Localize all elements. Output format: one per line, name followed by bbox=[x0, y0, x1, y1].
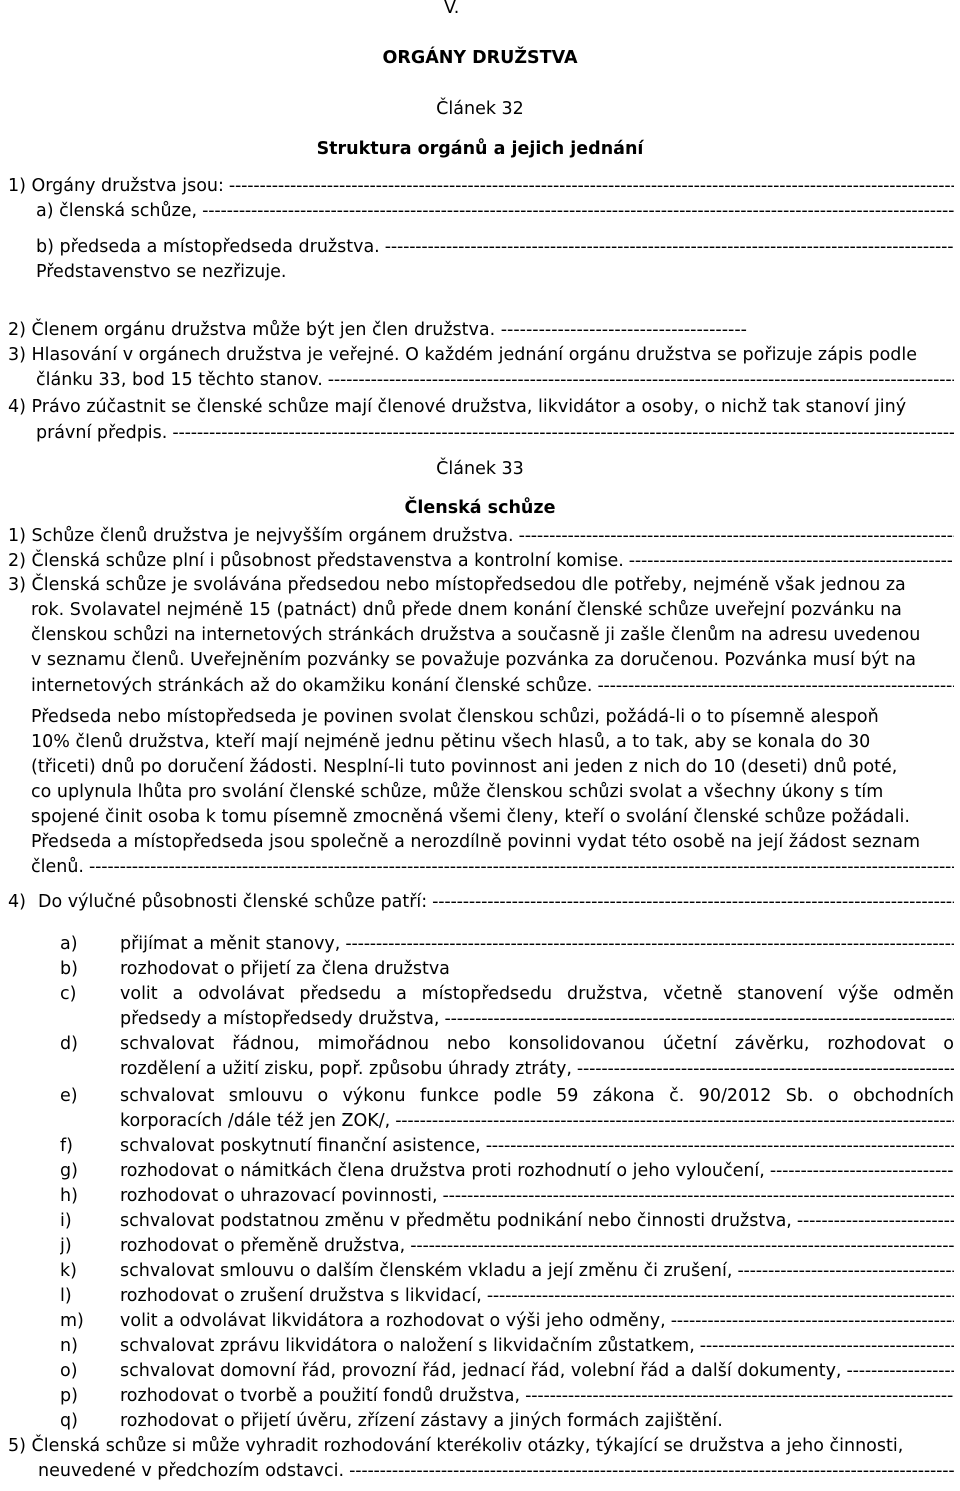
list-item-label: q) bbox=[60, 1411, 78, 1431]
art32-p4-line2 bbox=[36, 421, 954, 446]
list-item-text bbox=[120, 1057, 954, 1082]
art32-p1a bbox=[36, 199, 954, 224]
list-item-line: volit a odvolávat likvidátora a rozhodovat o výši jeho odměny, bbox=[120, 1311, 666, 1331]
art33-p4-intro-text: Do výlučné působnosti členské schůze patří: bbox=[38, 892, 428, 912]
list-item-label: o) bbox=[60, 1361, 78, 1381]
art32-p4-line2-text: právní předpis. bbox=[36, 423, 168, 443]
list-item-line: schvalovat podstatnou změnu v předmětu podnikání nebo činnosti družstva, bbox=[120, 1211, 792, 1231]
art33-p3-line bbox=[31, 855, 954, 880]
art33-p2-text: 2) Členská schůze plní i působnost představenstva a kontrolní komise. bbox=[8, 551, 624, 571]
chapter-title: ORGÁNY DRUŽSTVA bbox=[382, 48, 578, 68]
list-item-label: k) bbox=[60, 1261, 77, 1281]
list-item-label: i) bbox=[60, 1211, 72, 1231]
list-item-text bbox=[120, 1309, 954, 1334]
article-32-label: Článek 32 bbox=[436, 99, 524, 119]
art32-p1c: Představenstvo se nezřizuje. bbox=[36, 262, 287, 282]
art33-p3-line-text: internetových stránkách až do okamžiku konání členské schůze. bbox=[31, 676, 593, 696]
list-item-text bbox=[120, 1359, 954, 1384]
list-item-label: j) bbox=[60, 1236, 72, 1256]
list-item-line: rozdělení a užití zisku, popř. způsobu úhrady ztráty, bbox=[120, 1059, 572, 1079]
list-item-text: rozhodovat o přijetí za člena družstva bbox=[120, 959, 450, 979]
list-item-line: přijímat a měnit stanovy, bbox=[120, 934, 341, 954]
art32-p3-line1: 3) Hlasování v orgánech družstva je veřejné. O každém jednání orgánu družstva se pořizuje zápis podle bbox=[8, 345, 918, 365]
list-item-line: schvalovat domovní řád, provozní řád, jednací řád, volební řád a další dokumenty, bbox=[120, 1361, 842, 1381]
list-item-line: schvalovat poskytnutí finanční asistence, bbox=[120, 1136, 481, 1156]
art33-p4-intro bbox=[38, 890, 954, 915]
list-item-text bbox=[120, 1184, 954, 1209]
list-item-label: p) bbox=[60, 1386, 78, 1406]
art33-p3-line: spojené činit osoba k tomu písemně zmocněná všemi členy, kteří o svolání členské schůze požádali. bbox=[31, 807, 910, 827]
art33-p3-line: Předseda a místopředseda jsou společně a nerozdílně povinni vydat této osobě na její žádost seznam bbox=[31, 832, 921, 852]
art32-p2-dashes: --------------------------------------- bbox=[495, 320, 747, 340]
article-33-title: Členská schůze bbox=[404, 498, 556, 518]
part-number: V. bbox=[444, 0, 460, 18]
list-item-line: rozhodovat o přeměně družstva, bbox=[120, 1236, 406, 1256]
art32-p4-line1: 4) Právo zúčastnit se členské schůze mají členové družstva, likvidátor a osoby, o nichž tak stanoví jiný bbox=[8, 397, 907, 417]
list-item-text bbox=[120, 1159, 954, 1184]
art33-p3-line bbox=[31, 674, 954, 699]
list-item-text bbox=[120, 932, 954, 957]
list-item-line: schvalovat zprávu likvidátora o naložení s likvidačním zůstatkem, bbox=[120, 1336, 695, 1356]
list-item-label: e) bbox=[60, 1086, 78, 1106]
art33-p1-text: 1) Schůze členů družstva je nejvyšším orgánem družstva. bbox=[8, 526, 514, 546]
list-item-label: f) bbox=[60, 1136, 73, 1156]
list-item-line: rozhodovat o tvorbě a použití fondů družstva, bbox=[120, 1386, 521, 1406]
art32-p3-line2 bbox=[36, 368, 954, 393]
art33-p3-line: 3) Členská schůze je svolávána předsedou nebo místopředsedou dle potřeby, nejméně však jednou za bbox=[8, 575, 906, 595]
list-item-line: schvalovat smlouvu o dalším členském vkladu a její změnu či zrušení, bbox=[120, 1261, 733, 1281]
list-item-text bbox=[120, 1209, 954, 1234]
art33-p3-line: Předseda nebo místopředseda je povinen svolat členskou schůzi, požádá-li o to písemně alespoň bbox=[31, 707, 879, 727]
list-item-text bbox=[120, 1134, 954, 1159]
art33-p5-line2 bbox=[38, 1459, 954, 1484]
list-item-text bbox=[120, 1109, 954, 1134]
list-item-label: b) bbox=[60, 959, 78, 979]
article-33-label: Článek 33 bbox=[436, 459, 524, 479]
art33-p4-number: 4) bbox=[8, 892, 26, 912]
art33-p3-line: (třiceti) dnů po doručení žádosti. Nesplní-li tuto povinnost ani jeden z nich do 10 (deseti) dnů poté, bbox=[31, 757, 898, 777]
list-item-text bbox=[120, 1284, 954, 1309]
article-32-title: Struktura orgánů a jejich jednání bbox=[316, 139, 644, 159]
art33-p3-line-text: členů. bbox=[31, 857, 84, 877]
art33-p5-line2-text: neuvedené v předchozím odstavci. bbox=[38, 1461, 345, 1481]
list-item-text bbox=[120, 1234, 954, 1259]
art33-p3-line: členskou schůzi na internetových stránkách družstva a současně ji zašle členům na adresu uvedenou bbox=[31, 625, 921, 645]
art33-p3-line: 10% členů družstva, kteří mají nejméně jednu pětinu všech hlasů, a to tak, aby se konala do 30 bbox=[31, 732, 871, 752]
art32-p3-line2-text: článku 33, bod 15 těchto stanov. bbox=[36, 370, 323, 390]
art32-p1 bbox=[8, 174, 954, 199]
list-item-text: schvalovat smlouvu o výkonu funkce podle 59 zákona č. 90/2012 Sb. o obchodních bbox=[120, 1086, 954, 1106]
list-item-label: c) bbox=[60, 984, 77, 1004]
list-item-label: d) bbox=[60, 1034, 78, 1054]
list-item-label: l) bbox=[60, 1286, 72, 1306]
list-item-line: rozhodovat o námitkách člena družstva proti rozhodnutí o jeho vyloučení, bbox=[120, 1161, 765, 1181]
list-item-text: volit a odvolávat předsedu a místopředsedu družstva, včetně stanovení výše odměn bbox=[120, 984, 954, 1004]
art33-p5-line1: 5) Členská schůze si může vyhradit rozhodování kterékoliv otázky, týkající se družstva a jeho činnosti, bbox=[8, 1436, 904, 1456]
list-item-text: schvalovat řádnou, mimořádnou nebo konsolidovanou účetní závěrku, rozhodovat o bbox=[120, 1034, 954, 1054]
art33-p3-line: rok. Svolavatel nejméně 15 (patnáct) dnů přede dnem konání členské schůze uveřejní pozvánku na bbox=[31, 600, 902, 620]
art32-p1-text: 1) Orgány družstva jsou: bbox=[8, 176, 224, 196]
list-item-text: rozhodovat o přijetí úvěru, zřízení zástavy a jiných formách zajištění. bbox=[120, 1411, 723, 1431]
list-item-line: korporacích /dále též jen ZOK/, bbox=[120, 1111, 391, 1131]
list-item-text bbox=[120, 1007, 954, 1032]
art33-p2 bbox=[8, 549, 952, 574]
art33-p1 bbox=[8, 524, 954, 549]
art32-p1b bbox=[36, 235, 954, 260]
art32-p2 bbox=[8, 318, 747, 343]
list-item-label: m) bbox=[60, 1311, 84, 1331]
art33-p3-line: co uplynula lhůta pro svolání členské schůze, může členskou schůzi svolat a všechny úkony s tím bbox=[31, 782, 884, 802]
list-item-label: a) bbox=[60, 934, 78, 954]
list-item-text bbox=[120, 1384, 954, 1409]
list-item-line: rozhodovat o uhrazovací povinnosti, bbox=[120, 1186, 438, 1206]
list-item-text bbox=[120, 1334, 954, 1359]
list-item-text bbox=[120, 1259, 954, 1284]
art32-p1b-text: b) předseda a místopředseda družstva. bbox=[36, 237, 380, 257]
art32-p2-text: 2) Členem orgánu družstva může být jen člen družstva. bbox=[8, 320, 496, 340]
list-item-label: h) bbox=[60, 1186, 78, 1206]
list-item-line: předsedy a místopředsedy družstva, bbox=[120, 1009, 440, 1029]
list-item-line: rozhodovat o zrušení družstva s likvidací, bbox=[120, 1286, 482, 1306]
art33-p3-line: v seznamu členů. Uveřejněním pozvánky se považuje pozvánka za doručenou. Pozvánka musí být na bbox=[31, 650, 917, 670]
list-item-label: n) bbox=[60, 1336, 78, 1356]
art32-p1a-text: a) členská schůze, bbox=[36, 201, 198, 221]
list-item-label: g) bbox=[60, 1161, 78, 1181]
